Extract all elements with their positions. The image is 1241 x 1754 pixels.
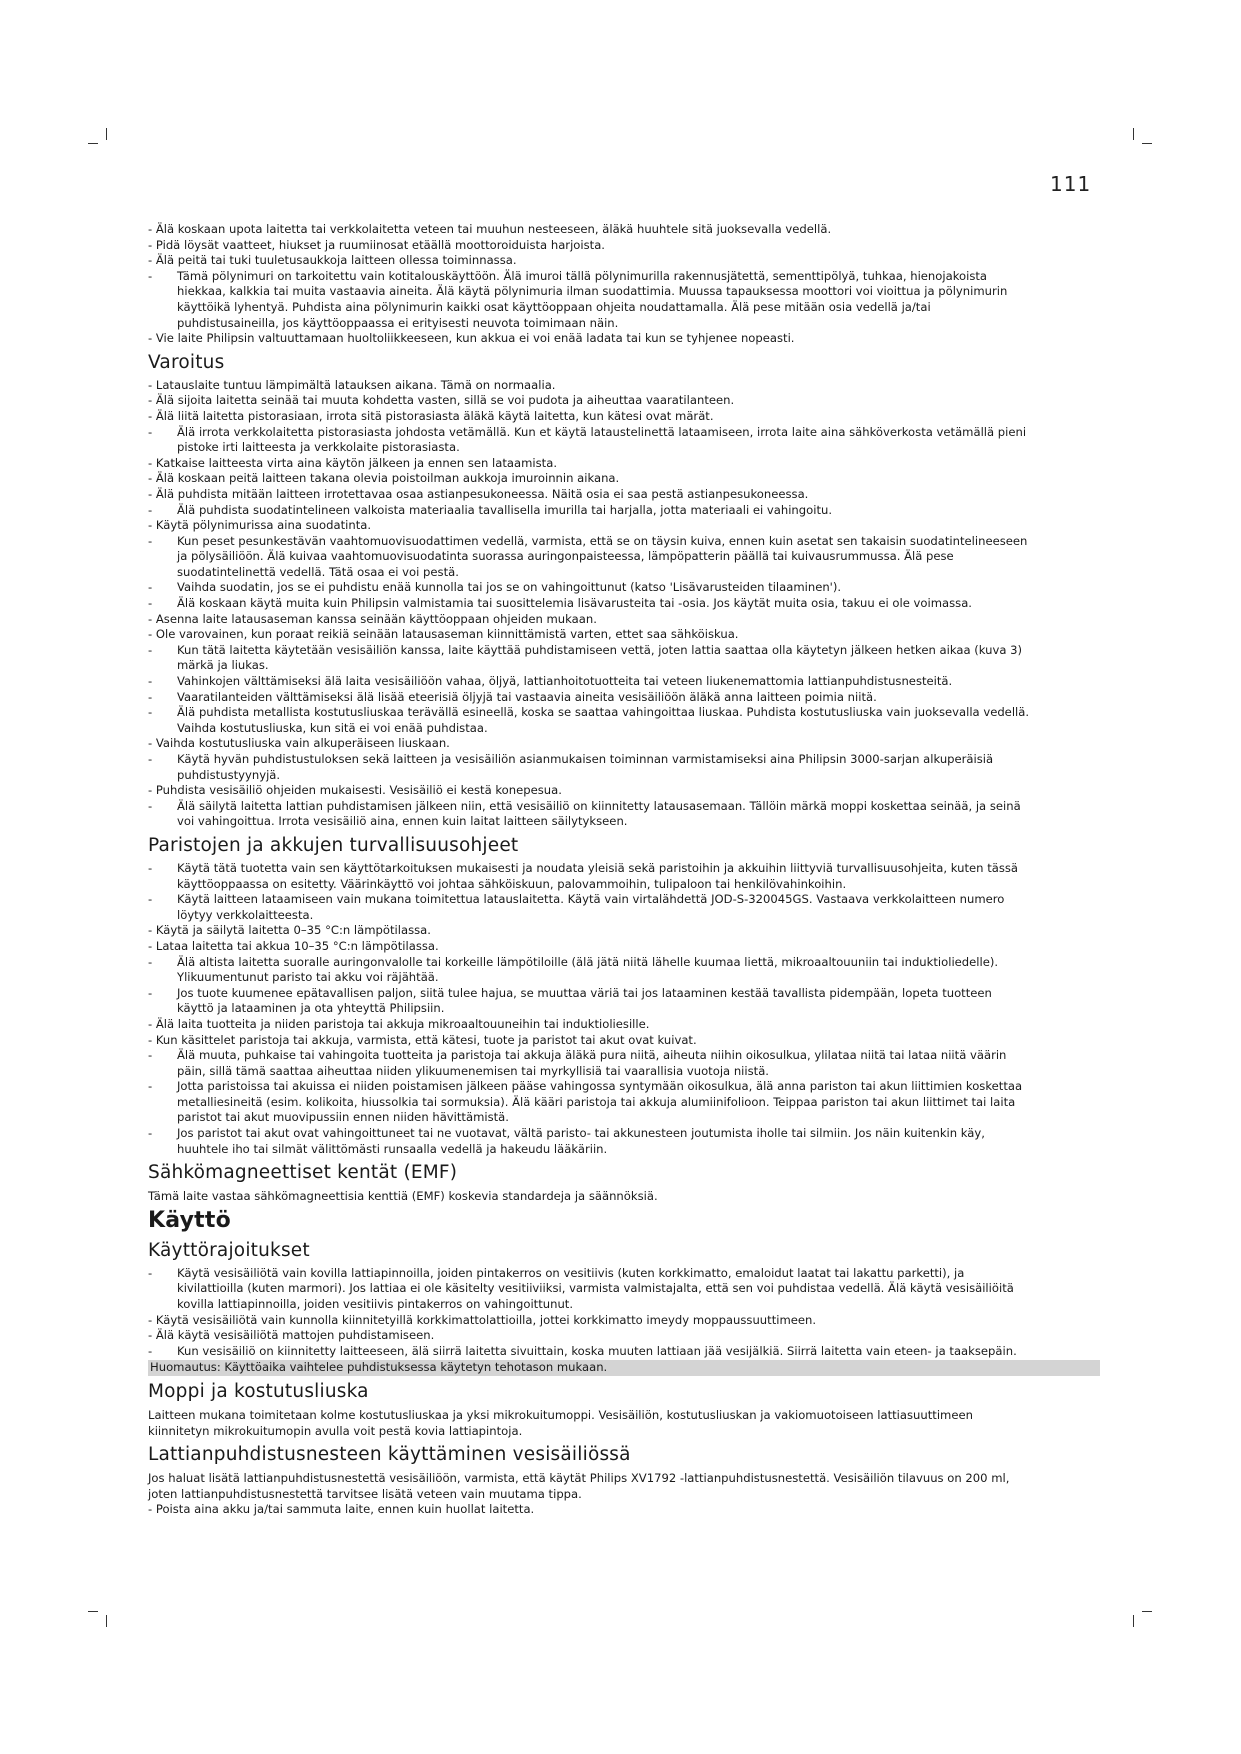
continuation-line: huuhtele iho tai silmät välittömästi runsaalla vedellä ja hakeudu lääkäriin. — [177, 1141, 608, 1156]
note-bar: Huomautus: Käyttöaika vaihtelee puhdistuksessa käytetyn tehotason mukaan. — [148, 1360, 1100, 1376]
paragraph-line: Laitteen mukana toimitetaan kolme kostutusliuskaa ja yksi mikrokuitumoppi. Vesisäiliön, kostutusliuskan ja vakiomuotoiseen lattiasuuttimeen — [148, 1408, 973, 1422]
bullet-line: - Älä säilytä laitetta lattian puhdistamisen jälkeen niin, että vesisäiliö on kiinnitetty latausasemaan. Tällöin märkä moppi koskettaa seinää, ja seinä — [148, 799, 1100, 815]
continuation-line: hiekkaa, kalkkia tai muita vastaavia aineita. Älä käytä pölynimuria ilman suodattimia. Muussa tapauksessa moottori voi vioittua ja pölynimurin — [177, 284, 1008, 299]
bullet-line: - Älä puhdista metallista kostutusliuskaa terävällä esineellä, koska se saattaa vahingoittaa liuskaa. Puhdista kostutusliuska vain juoksevalla vedellä. — [148, 705, 1100, 721]
bullet-line: - Vaihda suodatin, jos se ei puhdistu enää kunnolla tai jos se on vahingoittunut (katso 'Lisävarusteiden tilaaminen'). — [148, 580, 1100, 596]
text-line: - Älä käytä vesisäiliötä mattojen puhdistamiseen. — [148, 1328, 435, 1343]
continuation-line: puhdistustyynyjä. — [177, 767, 281, 782]
text-line: - Ole varovainen, kun poraat reikiä seinään latausaseman kiinnittämistä varten, ettet saa sähköiskua. — [148, 627, 739, 642]
bullet-line: - Älä irrota verkkolaitetta pistorasiasta johdosta vetämällä. Kun et käytä lataustelinettä lataamiseen, irrota laite aina sähköverkosta vetämällä pieni — [148, 425, 1100, 441]
continuation-line: kivilattioilla (kuten marmori). Jos lattiaa ei ole käsitelty vesitiiviiksi, varmista valmistajalta, että sen voi puhdistaa vedellä. Älä käytä vesisäiliöitä — [177, 1281, 1014, 1296]
continuation-line: suodatintelinettä vedellä. Tätä osaa ei voi pestä. — [177, 564, 459, 579]
document-body — [148, 222, 1100, 1518]
text-line: - Poista aina akku ja/tai sammuta laite, ennen kuin huollat laitetta. — [148, 1502, 535, 1517]
bullet-line: - Vahinkojen välttämiseksi älä laita vesisäiliöön vahaa, öljyä, lattianhoitotuotteita tai veteen liukenemattomia lattianpuhdistusnesteitä. — [148, 674, 1100, 690]
crop-mark-bottom-right-v — [1133, 1615, 1134, 1627]
continuation-line: ja pölysäiliöön. Älä kuivaa vaahtomuovisuodatinta suorassa auringonpaisteessa, lämpöpatterin päällä tai kuivausrummussa. Älä pese — [177, 549, 954, 564]
bullet-line: - Käytä laitteen lataamiseen vain mukana toimitettua latauslaitetta. Käytä vain virtalähdettä JOD-S-320045GS. Vastaava verkkolaitteen numero — [148, 892, 1100, 908]
continuation-line: käyttöoppaassa on esitetty. Väärinkäyttö voi johtaa sähköiskuun, palovammoihin, tulipaloon tai henkilövahinkoihin. — [177, 876, 847, 891]
bullet-line: - Jos tuote kuumenee epätavallisen paljon, siitä tulee hajua, se muuttaa väriä tai jos lataaminen kestää tavallista pidempään, lopeta tuotteen — [148, 986, 1100, 1002]
subsection-heading: Sähkömagneettiset kentät (EMF) — [148, 1162, 458, 1184]
continuation-line: kovilla lattiapinnoilla, joiden vesitiivis pintakerros on vahingoittunut. — [177, 1297, 574, 1312]
subsection-heading: Moppi ja kostutusliuska — [148, 1381, 369, 1402]
bullet-line: - Älä muuta, puhkaise tai vahingoita tuotteita ja paristoja tai akkuja äläkä pura niitä, aiheuta niihin oikosulkua, ylilataa niitä tai lataa niitä väärin — [148, 1048, 1100, 1064]
text-line: - Älä laita tuotteita ja niiden paristoja tai akkuja mikroaaltouuneihin tai induktioliesille. — [148, 1016, 650, 1031]
text-line: kiinnitetyn mikrokuitumopin avulla voit pestä kovia lattiapintoja. — [148, 1423, 523, 1438]
text-line: - Lataa laitetta tai akkua 10–35 °C:n lämpötilassa. — [148, 938, 439, 953]
bullet-line: - Jotta paristoissa tai akuissa ei niiden poistamisen jälkeen pääse vahingossa syntymään oikosulkua, älä anna pariston tai akun liittimien koskettaa — [148, 1079, 1100, 1095]
text-line: - Katkaise laitteesta virta aina käytön jälkeen ja ennen sen lataamista. — [148, 455, 558, 470]
section-heading: Käyttö — [148, 1207, 231, 1233]
bullet-line: - Tämä pölynimuri on tarkoitettu vain kotitalouskäyttöön. Älä imuroi tällä pölynimurilla rakennusjätettä, sementtipölyä, tuhkaa, hienojakoista — [148, 269, 1100, 285]
bullet-line: - Käytä hyvän puhdistustuloksen sekä laitteen ja vesisäiliön asianmukaisen toiminnan varmistamiseksi aina Philipsin 3000-sarjan alkuperäisiä — [148, 752, 1100, 768]
subsection-heading: Varoitus — [148, 351, 225, 373]
paragraph-line: Tämä laite vastaa sähkömagneettisia kenttiä (EMF) koskevia standardeja ja säännöksiä. — [148, 1189, 658, 1204]
bullet-line: - Älä koskaan käytä muita kuin Philipsin valmistamia tai suosittelemia lisävarusteita tai -osia. Jos käytät muita osia, takuu ei ole voimassa. — [148, 596, 1100, 612]
text-line: - Vie laite Philipsin valtuuttamaan huoltoliikkeeseen, kun akkua ei voi enää ladata tai kun se tyhjenee nopeasti. — [148, 331, 795, 346]
continuation-line: voi vahingoittua. Irrota vesisäiliö aina, ennen kuin laitat laitteen säilytykseen. — [177, 814, 628, 829]
text-line: - Pidä löysät vaatteet, hiukset ja ruumiinosat etäällä moottoroiduista harjoista. — [148, 237, 605, 252]
subsection-heading: Paristojen ja akkujen turvallisuusohjeet — [148, 834, 519, 856]
text-line: - Älä puhdista mitään laitteen irrotettavaa osaa astianpesukoneessa. Näitä osia ei saa pestä astianpesukoneessa. — [148, 486, 809, 501]
bullet-line: - Kun peset pesunkestävän vaahtomuovisuodattimen vedellä, varmista, että se on täysin kuiva, ennen kuin asetat sen takaisin suodatintelineeseen — [148, 534, 1100, 550]
page-number: 111 — [1050, 172, 1092, 196]
text-line: - Älä koskaan upota laitetta tai verkkolaitetta veteen tai muuhun nesteeseen, äläkä huuhtele sitä juoksevalla vedellä. — [148, 222, 832, 236]
continuation-line: käyttöikä lyhentyä. Puhdista aina pölynimurin kaikki osat käyttöoppaan ohjeita noudattamalla. Älä pese mitään osia vedellä ja/tai — [177, 299, 931, 314]
continuation-line: paristot tai akut muovipussiin ennen niiden hävittämistä. — [177, 1110, 509, 1125]
crop-mark-top-right-v — [1133, 128, 1134, 140]
crop-mark-top-left-v — [106, 128, 107, 140]
crop-mark-top-right-h — [1142, 143, 1152, 144]
continuation-line: käyttö ja lataaminen ja ota yhteyttä Philipsiin. — [177, 1001, 445, 1016]
bullet-line: - Vaaratilanteiden välttämiseksi älä lisää eteerisiä öljyjä tai vastaavia aineita vesisäiliöön äläkä anna laitteen poimia niitä. — [148, 690, 1100, 706]
bullet-line: - Älä puhdista suodatintelineen valkoista materiaalia tavallisella imurilla tai harjalla, jotta materiaali ei vahingoitu. — [148, 503, 1100, 519]
text-line: - Käytä pölynimurissa aina suodatinta. — [148, 518, 372, 533]
bullet-line: - Käytä vesisäiliötä vain kovilla lattiapinnoilla, joiden pintakerros on vesitiivis (kuten korkkimatto, emaloidut laatat tai lakattu parketti), ja — [148, 1266, 1100, 1282]
text-line: - Älä peitä tai tuki tuuletusaukkoja laitteen ollessa toiminnassa. — [148, 253, 517, 268]
continuation-line: Vaihda kostutusliuska, kun sitä ei voi enää puhdistaa. — [177, 720, 488, 735]
text-line: - Latauslaite tuntuu lämpimältä latauksen aikana. Tämä on normaalia. — [148, 377, 556, 392]
crop-mark-top-left-h — [88, 143, 98, 144]
bullet-line: - Kun tätä laitetta käytetään vesisäiliön kanssa, laite käyttää puhdistamiseen vettä, joten lattia saattaa olla käytetyn jälkeen hetken aikaa (kuva 3) — [148, 643, 1100, 659]
bullet-line: - Kun vesisäiliö on kiinnitetty laitteeseen, älä siirrä laitetta sivuittain, koska muuten lattiaan jää vesijälkiä. Siirrä laitetta vain eteen- ja taaksepäin. — [148, 1344, 1100, 1360]
text-line: - Älä sijoita laitetta seinää tai muuta kohdetta vasten, sillä se voi pudota ja aiheuttaa vaaratilanteen. — [148, 393, 735, 408]
text-line: joten lattianpuhdistusnestettä tarvitsee lisätä veteen vain muutama tippa. — [148, 1486, 582, 1501]
text-line: - Käytä vesisäiliötä vain kunnolla kiinnitetyillä korkkimattolattioilla, jottei korkkimatto imeydy moppaussuuttimeen. — [148, 1312, 817, 1327]
bullet-line: - Jos paristot tai akut ovat vahingoittuneet tai ne vuotavat, vältä paristo- tai akkunesteen joutumista iholle tai silmiin. Jos näin kuitenkin käy, — [148, 1126, 1100, 1142]
bullet-line: - Älä altista laitetta suoralle auringonvalolle tai korkeille lämpötiloille (älä jätä niitä lähelle kuumaa liettä, mikroaaltouuniin tai induktioliedelle). — [148, 955, 1100, 971]
paragraph-line: Jos haluat lisätä lattianpuhdistusnestettä vesisäiliöön, varmista, että käytät Philips XV1792 -lattianpuhdistusnestettä. Vesisäiliön tilavuus on 200 ml, — [148, 1471, 1010, 1486]
continuation-line: löytyy verkkolaitteesta. — [177, 907, 314, 922]
text-line: - Vaihda kostutusliuska vain alkuperäiseen liuskaan. — [148, 736, 450, 751]
text-line: - Käytä ja säilytä laitetta 0–35 °C:n lämpötilassa. — [148, 923, 431, 938]
crop-mark-bottom-right-h — [1142, 1611, 1152, 1612]
text-line: - Asenna laite latausaseman kanssa seinään käyttöoppaan ohjeiden mukaan. — [148, 611, 597, 626]
text-line: - Kun käsittelet paristoja tai akkuja, varmista, että kätesi, tuote ja paristot tai akut ovat kuivat. — [148, 1032, 697, 1047]
text-line: - Puhdista vesisäiliö ohjeiden mukaisesti. Vesisäiliö ei kestä konepesua. — [148, 783, 562, 798]
subsection-heading: Lattianpuhdistusnesteen käyttäminen vesisäiliössä — [148, 1444, 631, 1466]
continuation-line: pistoke irti laitteesta ja verkkolaite pistorasiasta. — [177, 440, 460, 455]
crop-mark-bottom-left-h — [88, 1611, 98, 1612]
text-line: - Älä koskaan peitä laitteen takana olevia poistoilman aukkoja imuroinnin aikana. — [148, 471, 620, 486]
subsection-heading: Käyttörajoitukset — [148, 1239, 310, 1261]
text-line: - Älä liitä laitetta pistorasiaan, irrota sitä pistorasiasta äläkä käytä laitetta, kun kätesi ovat märät. — [148, 408, 714, 423]
continuation-line: päin, sillä tämä saattaa aiheuttaa niiden ylikuumenemisen tai myrkyllisiä tai vaarallisia vuotoja niistä. — [177, 1063, 769, 1078]
bullet-line: - Käytä tätä tuotetta vain sen käyttötarkoituksen mukaisesti ja noudata yleisiä sekä paristoihin ja akkuihin liittyviä turvallisuusohjeita, kuten tässä — [148, 861, 1100, 877]
continuation-line: metalliesineitä (esim. kolikoita, hiussolkia tai sormuksia). Älä kääri paristoja tai akkuja alumiinifolioon. Teippaa pariston tai akun liittimet tai laita — [177, 1094, 1016, 1109]
continuation-line: Ylikuumentunut paristo tai akku voi räjähtää. — [177, 970, 439, 985]
crop-mark-bottom-left-v — [106, 1615, 107, 1627]
continuation-line: märkä ja liukas. — [177, 658, 269, 673]
continuation-line: puhdistusaineilla, jos käyttöoppaassa ei erityisesti neuvota toimimaan näin. — [177, 315, 619, 330]
